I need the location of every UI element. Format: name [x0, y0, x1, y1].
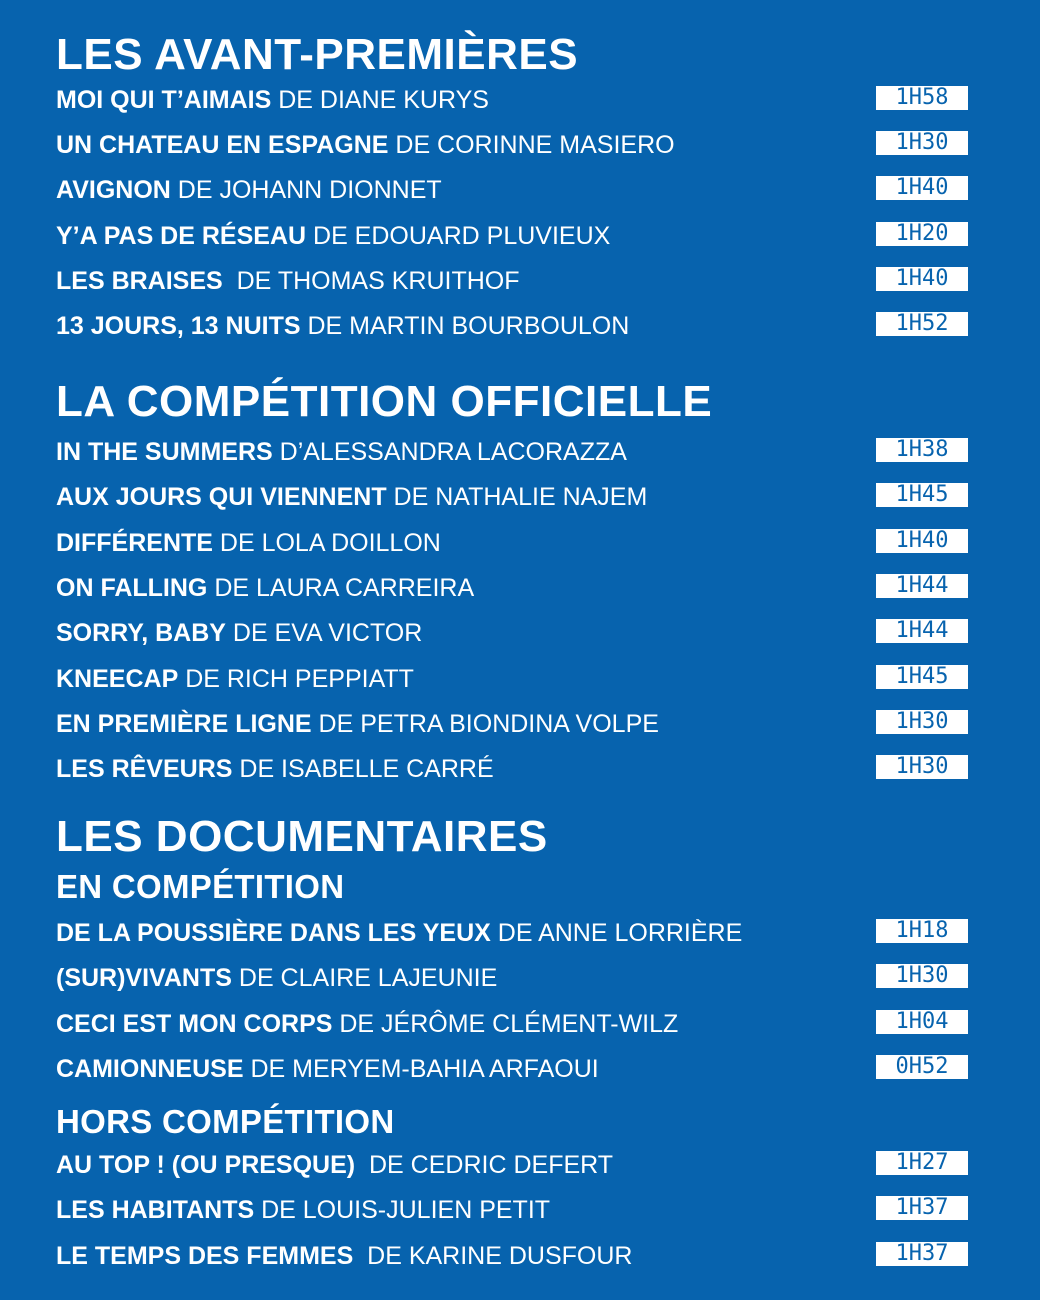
film-row [56, 708, 972, 740]
film-director: DE LAURA CARREIRA [207, 574, 475, 602]
film-title: Y’A PAS DE RÉSEAU [56, 222, 307, 250]
film-row [56, 1149, 972, 1181]
film-director: DE CORINNE MASIERO [388, 131, 675, 159]
film-title: LES BRAISES [56, 267, 223, 295]
film-director: DE NATHALIE NAJEM [386, 483, 648, 511]
film-row [56, 962, 972, 994]
film-title: IN THE SUMMERS [56, 438, 273, 466]
film-title: SORRY, BABY [56, 619, 226, 647]
duration-badge: 1H58 [876, 86, 968, 110]
section-heading-documentaires: LES DOCUMENTAIRES [56, 812, 548, 861]
film-director: D’ALESSANDRA LACORAZZA [272, 438, 627, 466]
film-director: DE JOHANN DIONNET [170, 176, 442, 204]
film-row [56, 1053, 972, 1085]
duration-badge: 1H18 [876, 919, 968, 943]
section-heading-competition-officielle: LA COMPÉTITION OFFICIELLE [56, 377, 713, 426]
film-row [56, 663, 972, 695]
film-title: DIFFÉRENTE [56, 529, 213, 557]
duration-badge: 1H44 [876, 574, 968, 598]
duration-badge: 1H45 [876, 483, 968, 507]
film-row [56, 220, 972, 252]
film-title: LES HABITANTS [56, 1196, 255, 1224]
film-title: LE TEMPS DES FEMMES [56, 1242, 354, 1270]
film-director: DE MERYEM-BAHIA ARFAOUI [243, 1055, 599, 1083]
film-director: DE RICH PEPPIATT [178, 665, 414, 693]
duration-badge: 1H30 [876, 755, 968, 779]
film-row [56, 917, 972, 949]
film-title: 13 JOURS, 13 NUITS [56, 312, 301, 340]
duration-badge: 1H40 [876, 529, 968, 553]
film-row [56, 572, 972, 604]
film-title: DE LA POUSSIÈRE DANS LES YEUX [56, 919, 491, 947]
film-row [56, 310, 972, 342]
subsection-heading-hors-competition: HORS COMPÉTITION [56, 1103, 395, 1140]
film-director: DE THOMAS KRUITHOF [222, 267, 520, 295]
film-row [56, 481, 972, 513]
duration-badge: 1H30 [876, 964, 968, 988]
duration-badge: 1H04 [876, 1010, 968, 1034]
film-director: DE MARTIN BOURBOULON [300, 312, 630, 340]
duration-badge: 0H52 [876, 1055, 968, 1079]
film-row [56, 1008, 972, 1040]
film-row [56, 84, 972, 116]
duration-badge: 1H45 [876, 665, 968, 689]
film-title: KNEECAP [56, 665, 179, 693]
duration-badge: 1H27 [876, 1151, 968, 1175]
film-director: DE CLAIRE LAJEUNIE [231, 964, 498, 992]
film-title: AVIGNON [56, 176, 171, 204]
subsection-heading-en-competition: EN COMPÉTITION [56, 868, 345, 905]
film-row [56, 1194, 972, 1226]
film-title: ON FALLING [56, 574, 208, 602]
film-row [56, 617, 972, 649]
film-row [56, 1240, 972, 1272]
duration-badge: 1H37 [876, 1242, 968, 1266]
film-director: DE LOUIS-JULIEN PETIT [254, 1196, 551, 1224]
film-title: (SUR)VIVANTS [56, 964, 232, 992]
film-director: DE KARINE DUSFOUR [353, 1242, 633, 1270]
film-director: DE ISABELLE CARRÉ [232, 755, 494, 783]
film-row [56, 265, 972, 297]
duration-badge: 1H20 [876, 222, 968, 246]
film-director: DE LOLA DOILLON [212, 529, 441, 557]
duration-badge: 1H38 [876, 438, 968, 462]
duration-badge: 1H30 [876, 710, 968, 734]
section-heading-avant-premieres: LES AVANT-PREMIÈRES [56, 30, 579, 79]
film-row [56, 129, 972, 161]
film-title: CECI EST MON CORPS [56, 1010, 333, 1038]
film-title: EN PREMIÈRE LIGNE [56, 710, 312, 738]
film-title: AU TOP ! (OU PRESQUE) [56, 1151, 356, 1179]
film-title: LES RÊVEURS [56, 755, 233, 783]
film-row [56, 174, 972, 206]
film-row [56, 436, 972, 468]
duration-badge: 1H37 [876, 1196, 968, 1220]
film-title: MOI QUI T’AIMAIS [56, 86, 272, 114]
film-director: DE EDOUARD PLUVIEUX [306, 222, 611, 250]
film-director: DE JÉRÔME CLÉMENT-WILZ [332, 1010, 679, 1038]
duration-badge: 1H40 [876, 176, 968, 200]
film-director: DE EVA VICTOR [225, 619, 423, 647]
duration-badge: 1H52 [876, 312, 968, 336]
duration-badge: 1H30 [876, 131, 968, 155]
duration-badge: 1H40 [876, 267, 968, 291]
film-title: UN CHATEAU EN ESPAGNE [56, 131, 389, 159]
film-title: AUX JOURS QUI VIENNENT [56, 483, 387, 511]
film-row [56, 753, 972, 785]
film-director: DE CEDRIC DEFERT [355, 1151, 614, 1179]
film-director: DE DIANE KURYS [271, 86, 489, 114]
duration-badge: 1H44 [876, 619, 968, 643]
film-director: DE PETRA BIONDINA VOLPE [311, 710, 659, 738]
film-title: CAMIONNEUSE [56, 1055, 244, 1083]
film-director: DE ANNE LORRIÈRE [490, 919, 743, 947]
film-row [56, 527, 972, 559]
